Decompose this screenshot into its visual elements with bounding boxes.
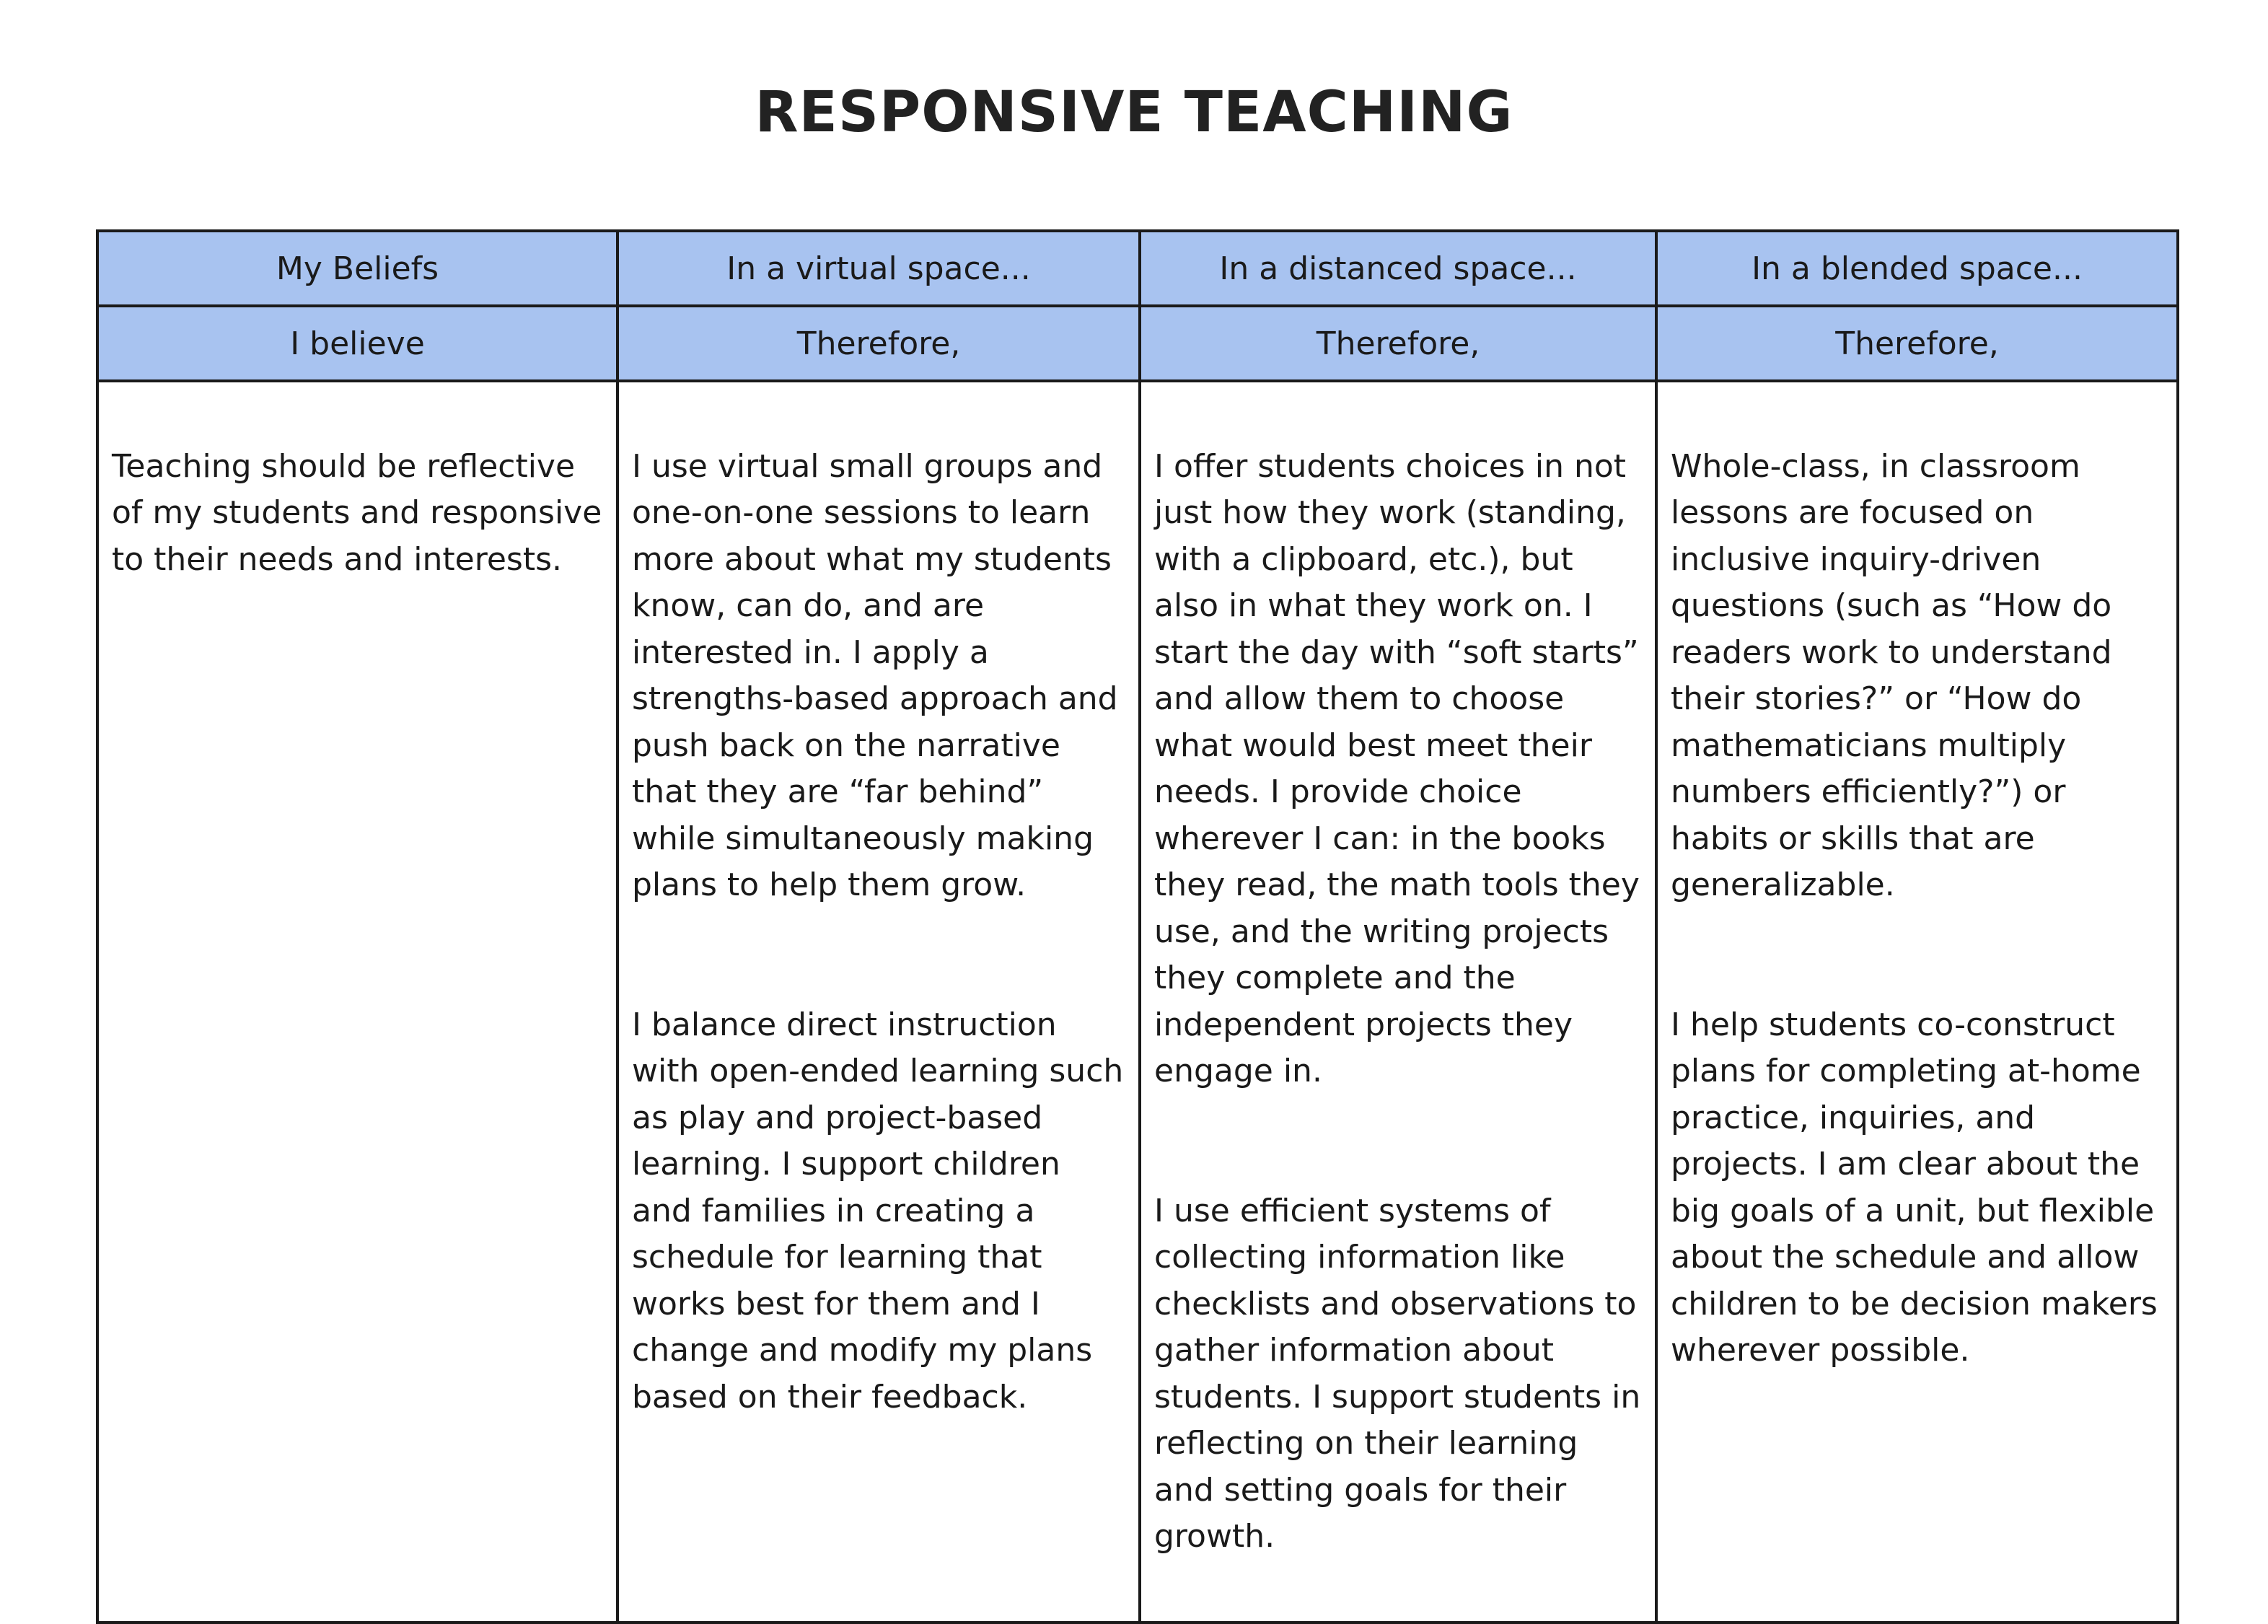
header-virtual-space: In a virtual space... [617,231,1140,306]
header-my-beliefs: My Beliefs [97,231,617,306]
blended-paragraph-1: Whole-class, in classroom lessons are focused on inclusive inquiry-driven questions (such as “How do readers work to understand their stories?” or “How do mathematicians multiply numbers efficiently?”) or habits or skills that are generalizable. [1671,447,2112,903]
distanced-paragraph-2: I use efficient systems of collecting information like checklists and observations to gather information about students. I support students in reflecting on their learning and setting goals for their growth. [1154,1192,1641,1555]
subheader-distanced-therefore: Therefore, [1140,306,1656,381]
subheader-virtual-therefore: Therefore, [617,306,1140,381]
beliefs-table [96,229,2179,1624]
cell-virtual [617,381,1140,1623]
virtual-paragraph-2: I balance direct instruction with open-ended learning such as play and project-based learning. I support children and families in creating a schedule for learning that works best for them and I change and modify my plans based on their feedback. [632,1006,1124,1415]
cell-beliefs [97,381,617,1623]
header-blended-space: In a blended space... [1656,231,2178,306]
subheader-i-believe: I believe [97,306,617,381]
body-row [97,381,2178,1623]
cell-blended [1656,381,2178,1623]
header-row-2 [97,306,2178,381]
page-title: RESPONSIVE TEACHING [755,80,1513,145]
header-row-1 [97,231,2178,306]
header-distanced-space: In a distanced space... [1140,231,1656,306]
distanced-paragraph-1: I offer students choices in not just how they work (standing, with a clipboard, etc.), but also in what they work on. I start the day with “soft starts” and allow them to choose what would best meet their needs. I provide choice wherever I can: in the books they read, the math tools they use, and the writing projects they complete and the independent projects they engage in. [1154,447,1640,1089]
cell-distanced [1140,381,1656,1623]
virtual-paragraph-1: I use virtual small groups and one-on-one sessions to learn more about what my students know, can do, and are interested in. I apply a strengths-based approach and push back on the narrative that they are “far behind” while simultaneously making plans to help them grow. [632,447,1118,903]
blended-paragraph-2: I help students co-construct plans for completing at-home practice, inquiries, and projects. I am clear about the big goals of a unit, but flexible about the schedule and allow children to be decision makers wherever possible. [1671,1006,2158,1369]
subheader-blended-therefore: Therefore, [1656,306,2178,381]
beliefs-paragraph: Teaching should be reflective of my students and responsive to their needs and interests. [112,447,602,578]
